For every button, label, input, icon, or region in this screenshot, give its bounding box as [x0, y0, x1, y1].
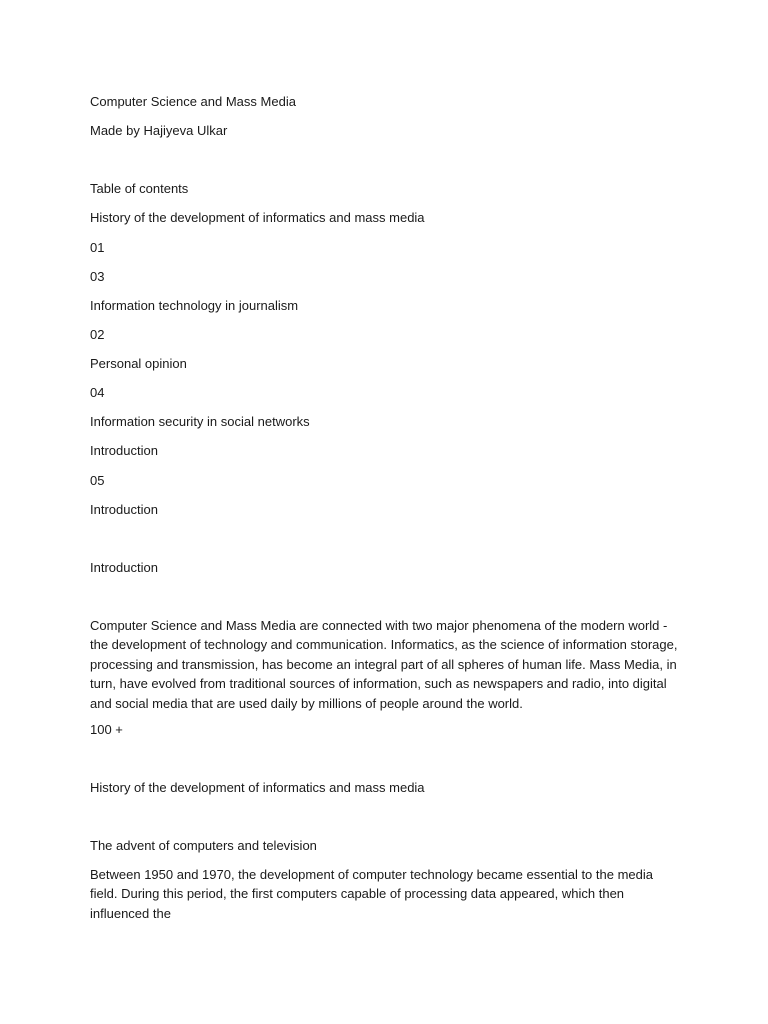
- toc-item: Information technology in journalism: [90, 298, 299, 313]
- history-subheading: The advent of computers and television: [90, 838, 317, 853]
- history-paragraph: Between 1950 and 1970, the development of computer technology became essential to the media field. During this period, the first computers capable of processing data appeared, which then influenced the: [90, 867, 653, 921]
- toc-heading: Table of contents: [90, 181, 189, 196]
- toc-item: 04: [90, 385, 105, 400]
- toc-item: Information security in social networks: [90, 414, 310, 429]
- document-title: Computer Science and Mass Media: [90, 94, 296, 109]
- toc-item: History of the development of informatics and mass media: [90, 210, 425, 225]
- toc-item: Introduction: [90, 502, 158, 517]
- intro-paragraph: Computer Science and Mass Media are connected with two major phenomena of the modern world - the development of technology and communication. Informatics, as the science of information storage, processing and transmission, has become an integral part of all spheres of human life. Mass Media, in turn, have evolved from traditional sources of information, such as newspapers and radio, into digital and social media that are used daily by millions of people around the world.: [90, 618, 678, 711]
- intro-heading: Introduction: [90, 560, 158, 575]
- toc-item: Introduction: [90, 443, 158, 458]
- toc-item: 03: [90, 269, 105, 284]
- author-line: Made by Hajiyeva Ulkar: [90, 123, 228, 138]
- toc-item: 01: [90, 240, 105, 255]
- history-heading: History of the development of informatics and mass media: [90, 780, 425, 795]
- toc-item: 02: [90, 327, 105, 342]
- toc-item: Personal opinion: [90, 356, 187, 371]
- toc-item: 05: [90, 473, 105, 488]
- intro-stat: 100 +: [90, 722, 123, 737]
